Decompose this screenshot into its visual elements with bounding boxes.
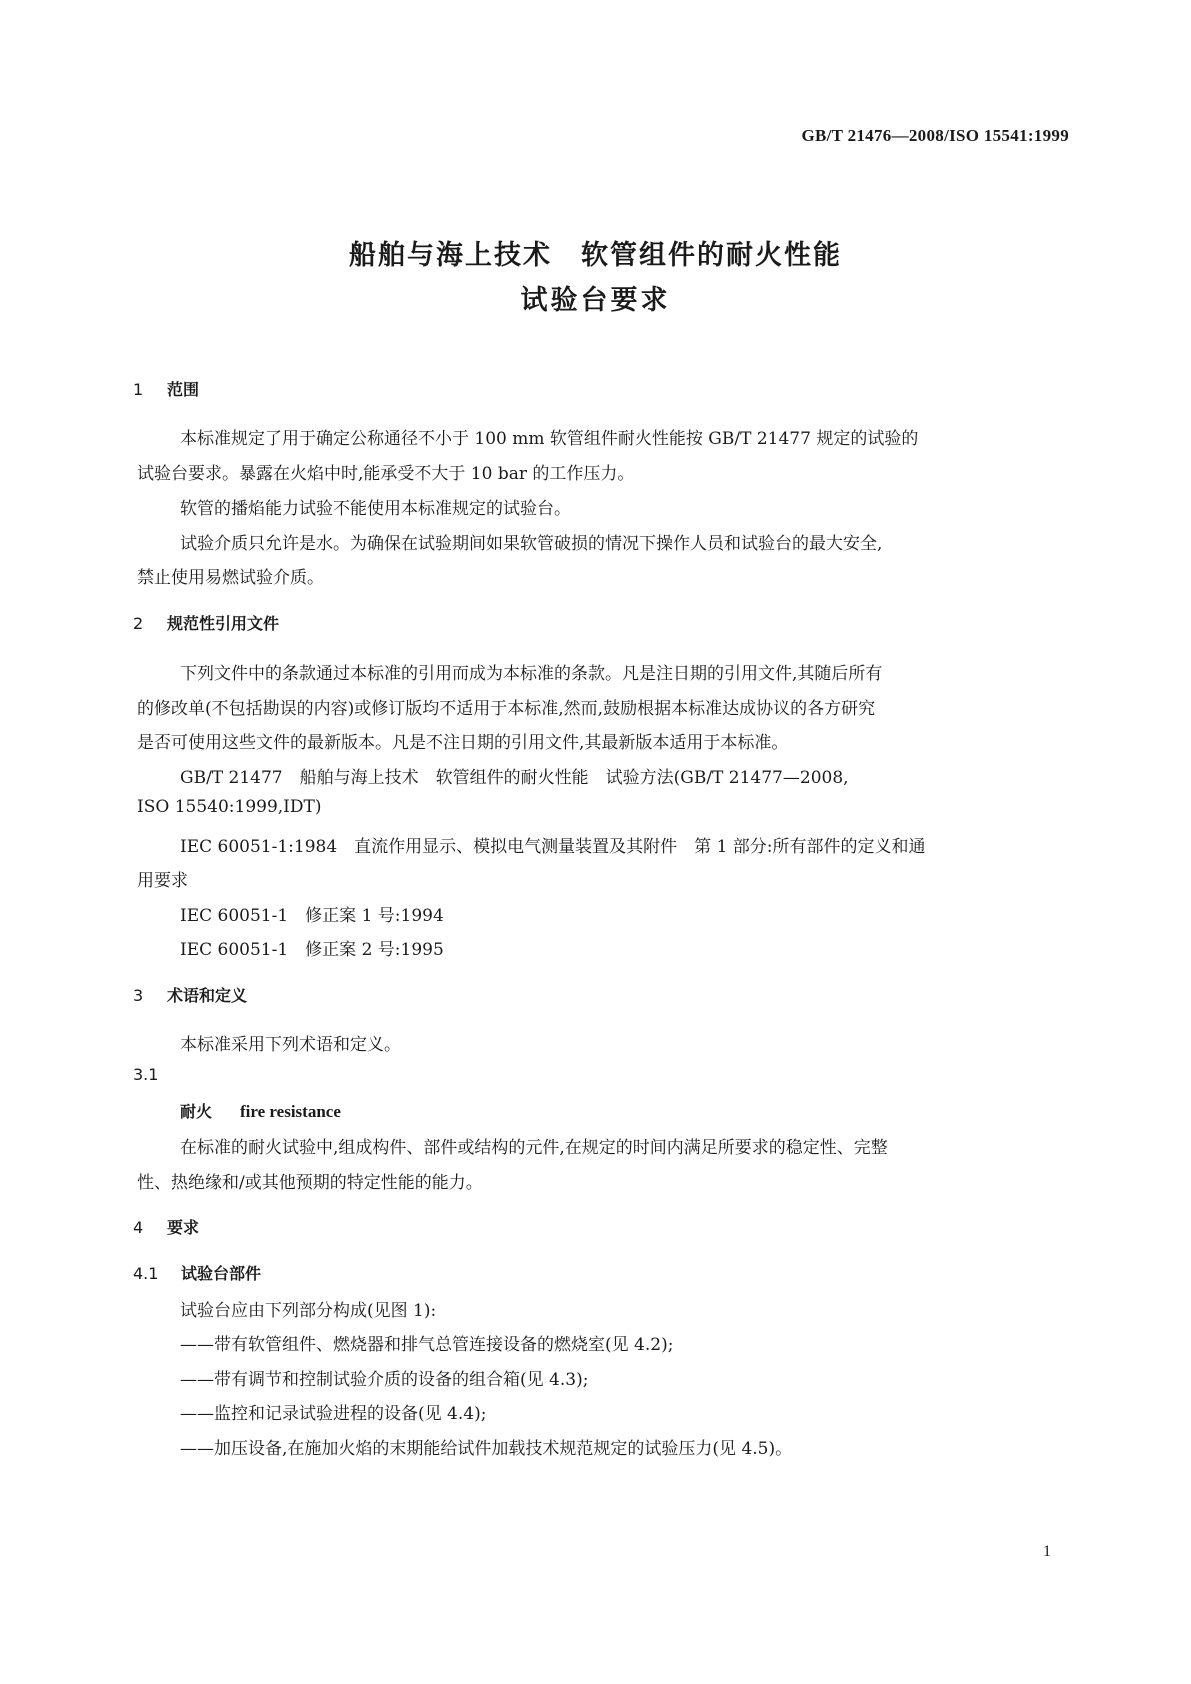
paragraph-line: 是否可使用这些文件的最新版本。凡是不注日期的引用文件,其最新版本适用于本标准。 (137, 733, 789, 753)
standard-code: GB/T 21476—2008/ISO 15541:1999 (801, 126, 1069, 145)
term-english: fire resistance (240, 1102, 341, 1121)
page-number: 1 (1043, 1543, 1051, 1560)
paragraph-line: 试验台应由下列部分构成(见图 1): (180, 1301, 437, 1321)
paragraph-line: 试验介质只允许是水。为确保在试验期间如果软管破损的情况下操作人员和试验台的最大安全, (180, 534, 883, 554)
list-item: ——带有软管组件、燃烧器和排气总管连接设备的燃烧室(见 4.2); (180, 1335, 674, 1355)
paragraph-line: 的修改单(不包括勘误的内容)或修订版均不适用于本标准,然而,鼓励根据本标准达成协议的各方研究 (137, 699, 876, 719)
subsection-number: 3.1 (133, 1065, 159, 1084)
reference-line: IEC 60051-1 修正案 2 号:1995 (180, 940, 444, 960)
term-entry (180, 1099, 341, 1122)
paragraph-line: 下列文件中的条款通过本标准的引用而成为本标准的条款。凡是注日期的引用文件,其随后所有 (180, 664, 883, 684)
reference-line: IEC 60051-1:1984 直流作用显示、模拟电气测量装置及其附件 第 1 部分:所有部件的定义和通 (180, 837, 926, 857)
list-item: ——加压设备,在施加火焰的末期能给试件加载技术规范规定的试验压力(见 4.5)。 (180, 1439, 793, 1459)
section-title: 要求 (167, 1218, 200, 1237)
paragraph-line: 试验台要求。暴露在火焰中时,能承受不大于 10 bar 的工作压力。 (137, 464, 635, 484)
section-3-heading (133, 983, 247, 1006)
definition-line: 在标准的耐火试验中,组成构件、部件或结构的元件,在规定的时间内满足所要求的稳定性、完整 (180, 1138, 888, 1158)
subsection-title: 试验台部件 (181, 1264, 262, 1283)
section-title: 范围 (167, 380, 200, 399)
reference-line: IEC 60051-1 修正案 1 号:1994 (180, 906, 444, 926)
section-number: 4 (133, 1218, 144, 1237)
paragraph-line: 本标准规定了用于确定公称通径不小于 100 mm 软管组件耐火性能按 GB/T 21477 规定的试验的 (180, 429, 919, 449)
document-title-line2: 试验台要求 (520, 285, 671, 316)
definition-line: 性、热绝缘和/或其他预期的特定性能的能力。 (137, 1173, 483, 1193)
paragraph-line: 禁止使用易燃试验介质。 (137, 568, 324, 588)
section-2-heading (133, 611, 279, 634)
list-item: ——监控和记录试验进程的设备(见 4.4); (180, 1404, 487, 1424)
section-number: 3 (133, 986, 144, 1005)
reference-line: ISO 15540:1999,IDT) (137, 797, 322, 817)
section-4-heading (133, 1215, 199, 1238)
section-number: 2 (133, 614, 144, 633)
paragraph-line: 软管的播焰能力试验不能使用本标准规定的试验台。 (180, 499, 571, 519)
section-number: 1 (133, 380, 144, 399)
term-chinese: 耐火 (180, 1102, 213, 1121)
subsection-4-1-heading (133, 1261, 261, 1284)
subsection-number: 4.1 (133, 1264, 159, 1283)
section-title: 术语和定义 (167, 986, 248, 1005)
section-title: 规范性引用文件 (167, 614, 280, 633)
document-title-line1: 船舶与海上技术 软管组件的耐火性能 (349, 240, 842, 271)
list-item: ——带有调节和控制试验介质的设备的组合箱(见 4.3); (180, 1370, 589, 1390)
section-1-heading (133, 377, 199, 400)
reference-line: 用要求 (137, 871, 188, 891)
reference-line: GB/T 21477 船舶与海上技术 软管组件的耐火性能 试验方法(GB/T 21477—2008, (180, 768, 849, 788)
paragraph-line: 本标准采用下列术语和定义。 (180, 1035, 401, 1055)
